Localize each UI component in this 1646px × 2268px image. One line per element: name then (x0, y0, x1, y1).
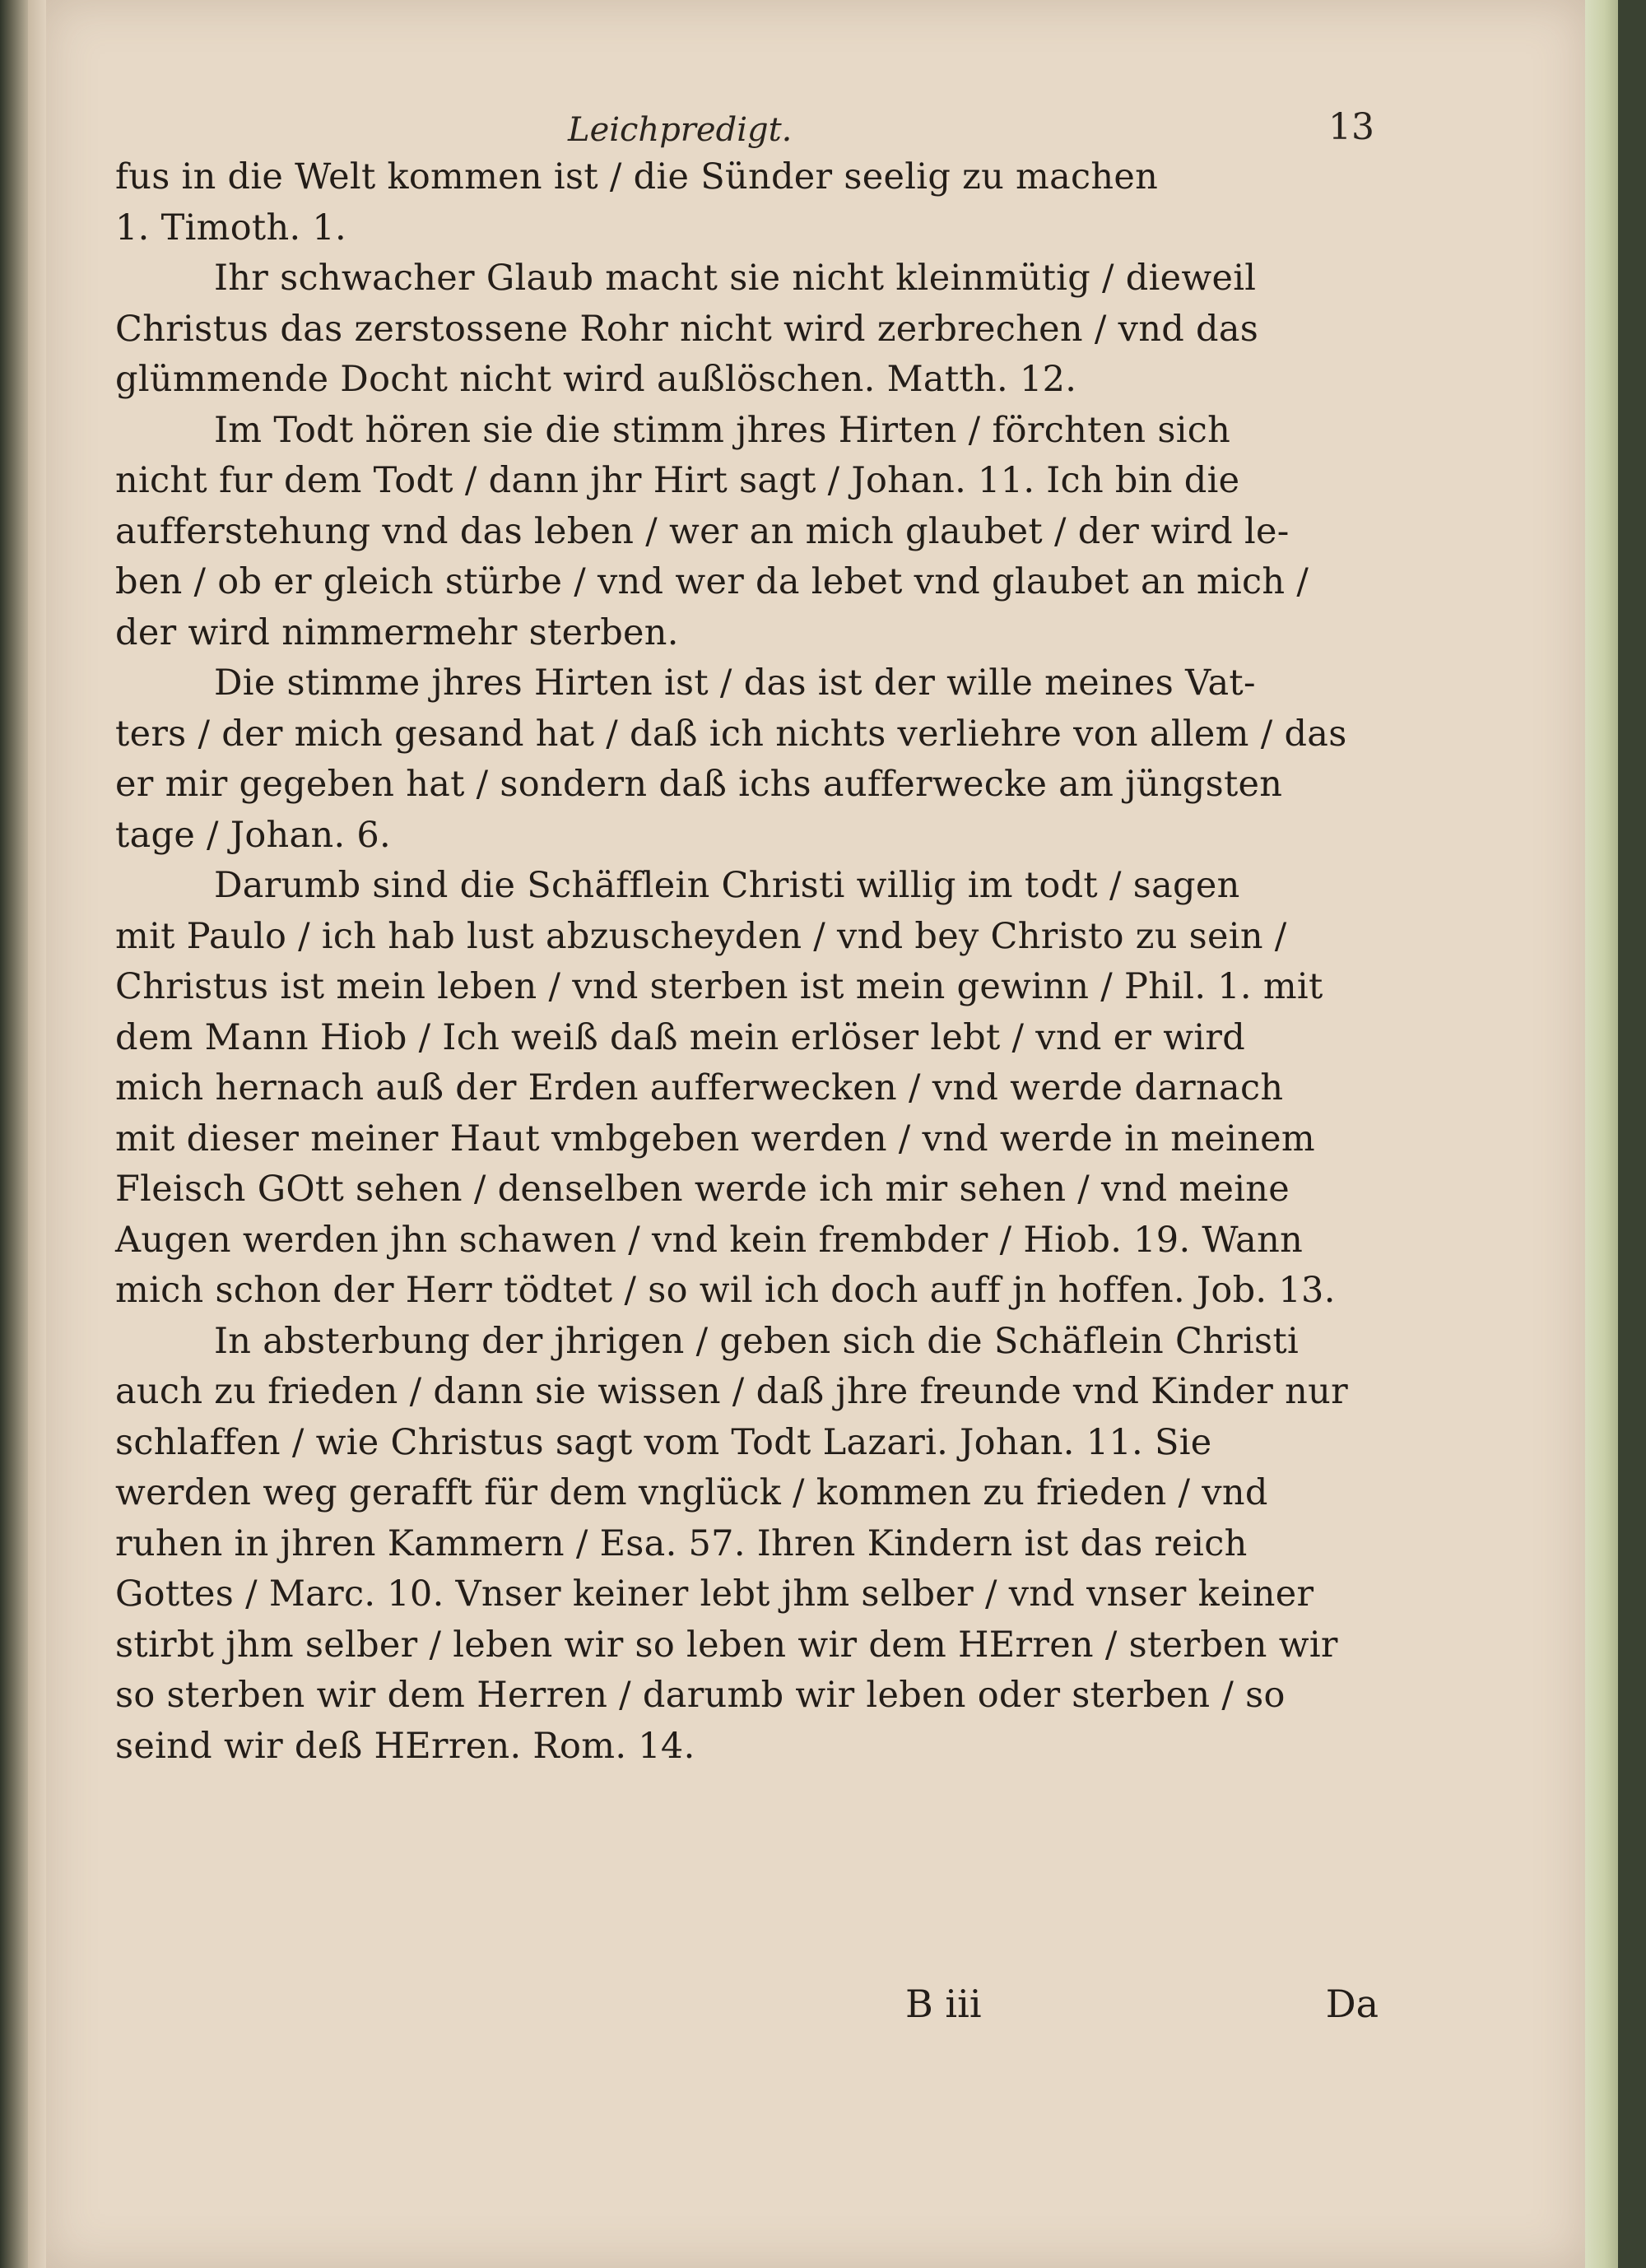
catchword: Da (1325, 1982, 1379, 2026)
text-line: mit Paulo / ich hab lust abzuscheyden / vnd bey Christo zu sein / (115, 915, 1287, 957)
running-title: Leichpredigt. (568, 111, 793, 149)
paragraph (115, 152, 1379, 253)
text-line: mich schon der Herr tödtet / so wil ich doch auff jn hoffen. Job. 13. (115, 1270, 1336, 1311)
text-line: Christus das zerstossene Rohr nicht wird zerbrechen / vnd das (115, 308, 1259, 350)
text-line: nicht fur dem Todt / dann jhr Hirt sagt / Johan. 11. Ich bin die (115, 460, 1240, 501)
paragraph (115, 253, 1379, 406)
text-line: Augen werden jhn schawen / vnd kein frembder / Hiob. 19. Wann (115, 1219, 1304, 1261)
signature-mark: B iii (905, 1982, 982, 2026)
text-line: 1. Timoth. 1. (115, 207, 347, 249)
text-line: Darumb sind die Schäfflein Christi willig im todt / sagen (214, 865, 1240, 906)
binding-gutter (28, 0, 46, 2268)
text-line: mich hernach auß der Erden aufferwecken / vnd werde darnach (115, 1067, 1284, 1108)
paragraph (115, 658, 1379, 861)
text-line: dem Mann Hiob / Ich weiß daß mein erlöser lebt / vnd er wird (115, 1016, 1246, 1058)
text-line: Die stimme jhres Hirten ist / das ist der wille meines Vat- (214, 662, 1256, 704)
text-line: seind wir deß HErren. Rom. 14. (115, 1725, 695, 1767)
scan-background-left (0, 0, 28, 2268)
text-line: fus in die Welt kommen ist / die Sünder seelig zu machen (115, 156, 1159, 198)
text-line: In absterbung der jhrigen / geben sich die Schäflein Christi (214, 1320, 1300, 1362)
text-line: auch zu frieden / dann sie wissen / daß jhre freunde vnd Kinder nur (115, 1371, 1348, 1412)
text-line: werden weg gerafft für dem vnglück / kommen zu frieden / vnd (115, 1472, 1268, 1513)
text-line: er mir gegeben hat / sondern daß ichs aufferwecke am jüngsten (115, 764, 1283, 805)
text-line: aufferstehung vnd das leben / wer an mich glaubet / der wird le- (115, 510, 1290, 552)
text-line: ben / ob er gleich stürbe / vnd wer da lebet vnd glaubet an mich / (115, 561, 1309, 602)
text-line: der wird nimmermehr sterben. (115, 611, 679, 653)
paragraph (115, 861, 1379, 1317)
text-line: stirbt jhm selber / leben wir so leben wir dem HErren / sterben wir (115, 1624, 1338, 1666)
page-edge (1585, 0, 1618, 2268)
body-text (115, 152, 1379, 1772)
text-line: glümmende Docht nicht wird außlöschen. Matth. 12. (115, 359, 1077, 400)
text-line: Ihr schwacher Glaub macht sie nicht kleinmütig / dieweil (214, 258, 1257, 299)
paragraph (115, 406, 1379, 659)
text-line: Fleisch GOtt sehen / denselben werde ich mir sehen / vnd meine (115, 1169, 1290, 1210)
page-number: 13 (1328, 106, 1374, 148)
text-line: so sterben wir dem Herren / darumb wir leben oder sterben / so (115, 1675, 1286, 1716)
text-line: ruhen in jhren Kammern / Esa. 57. Ihren Kindern ist das reich (115, 1522, 1248, 1564)
text-line: mit dieser meiner Haut vmbgeben werden / vnd werde in meinem (115, 1118, 1315, 1160)
scan-background-right (1618, 0, 1646, 2268)
page-footer (115, 1982, 1379, 2039)
text-line: Christus ist mein leben / vnd sterben ist mein gewinn / Phil. 1. mit (115, 966, 1323, 1007)
text-line: schlaffen / wie Christus sagt vom Todt Lazari. Johan. 11. Sie (115, 1421, 1212, 1463)
text-line: Gottes / Marc. 10. Vnser keiner lebt jhm selber / vnd vnser keiner (115, 1573, 1314, 1615)
paragraph (115, 1317, 1379, 1773)
text-line: Im Todt hören sie die stimm jhres Hirten / förchten sich (214, 409, 1231, 451)
text-line: tage / Johan. 6. (115, 814, 392, 856)
text-line: ters / der mich gesand hat / daß ich nichts verliehre von allem / das (115, 713, 1347, 755)
